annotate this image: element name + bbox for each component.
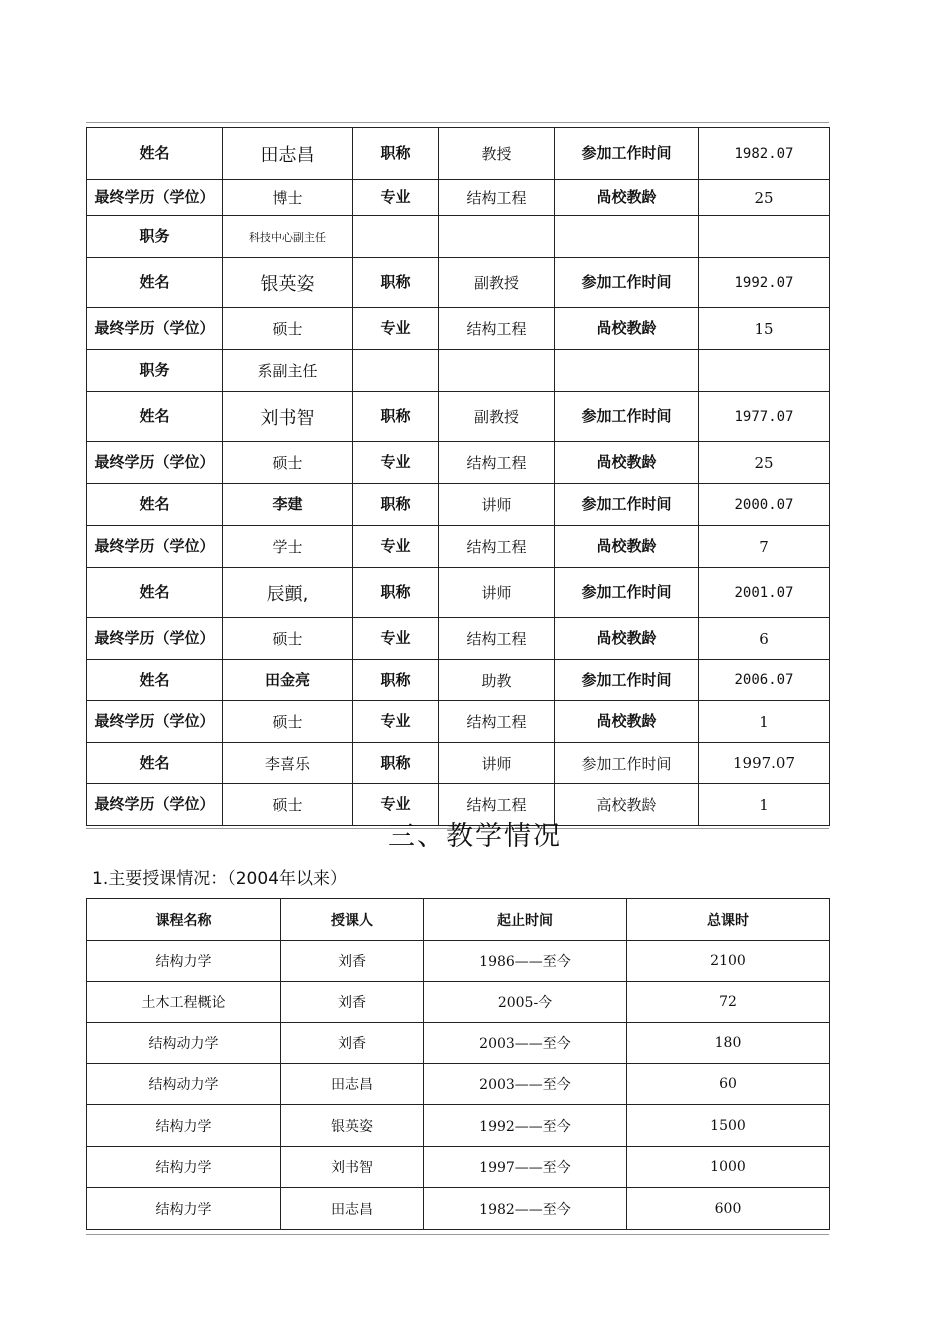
label-degree: 最终学历（学位） xyxy=(87,618,223,660)
label-start-work: 参加工作时间 xyxy=(555,484,699,526)
staff-start-work: 2000.07 xyxy=(699,484,830,526)
label-start-work: 参加工作时间 xyxy=(555,258,699,308)
header-period: 起止时间 xyxy=(424,899,627,941)
staff-row-degree xyxy=(87,618,830,660)
staff-title: 副教授 xyxy=(439,392,555,442)
staff-row-duty xyxy=(87,216,830,258)
label-title: 职称 xyxy=(353,392,439,442)
empty-cell xyxy=(353,216,439,258)
course-period: 2005-今 xyxy=(424,982,627,1023)
staff-degree: 硕士 xyxy=(223,618,353,660)
course-hours: 600 xyxy=(627,1188,830,1230)
empty-cell xyxy=(699,350,830,392)
label-name: 姓名 xyxy=(87,258,223,308)
staff-teaching-years: 1 xyxy=(699,784,830,826)
course-period: 2003——至今 xyxy=(424,1023,627,1064)
staff-row-degree xyxy=(87,701,830,743)
staff-name: 田金亮 xyxy=(223,660,353,701)
label-teaching-years: 咼校教龄 xyxy=(555,701,699,743)
sub-heading: 1.主要授课情况：（2004年以来） xyxy=(92,869,347,889)
label-major: 专业 xyxy=(353,526,439,568)
staff-degree: 硕士 xyxy=(223,784,353,826)
label-start-work: 参加工作时间 xyxy=(555,568,699,618)
staff-start-work: 2006.07 xyxy=(699,660,830,701)
label-name: 姓名 xyxy=(87,743,223,784)
staff-duty: 科技中心副主任 xyxy=(223,216,353,258)
staff-degree: 硕士 xyxy=(223,701,353,743)
header-instructor: 授课人 xyxy=(281,899,424,941)
label-degree: 最终学历（学位） xyxy=(87,784,223,826)
table-bottom-rule xyxy=(86,1234,829,1235)
table-row xyxy=(87,1023,830,1064)
empty-cell xyxy=(699,216,830,258)
course-period: 1992——至今 xyxy=(424,1105,627,1147)
staff-title: 教授 xyxy=(439,128,555,180)
staff-teaching-years: 25 xyxy=(699,180,830,216)
staff-degree: 硕士 xyxy=(223,308,353,350)
table-row xyxy=(87,1105,830,1147)
course-hours: 72 xyxy=(627,982,830,1023)
staff-row-degree xyxy=(87,180,830,216)
header-course-name: 课程名称 xyxy=(87,899,281,941)
label-major: 专业 xyxy=(353,442,439,484)
staff-name: 银英姿 xyxy=(223,258,353,308)
label-degree: 最终学历（学位） xyxy=(87,701,223,743)
label-name: 姓名 xyxy=(87,484,223,526)
label-major: 专业 xyxy=(353,618,439,660)
course-instructor: 银英姿 xyxy=(281,1105,424,1147)
label-name: 姓名 xyxy=(87,568,223,618)
label-duty: 职务 xyxy=(87,216,223,258)
table-row xyxy=(87,982,830,1023)
staff-row-name xyxy=(87,743,830,784)
staff-start-work: 1992.07 xyxy=(699,258,830,308)
label-teaching-years: 咼校教龄 xyxy=(555,442,699,484)
label-start-work: 参加工作时间 xyxy=(555,660,699,701)
label-title: 职称 xyxy=(353,128,439,180)
course-name: 结构动力学 xyxy=(87,1023,281,1064)
label-start-work: 参加工作时间 xyxy=(555,128,699,180)
label-title: 职称 xyxy=(353,568,439,618)
staff-name: 刘书智 xyxy=(223,392,353,442)
staff-teaching-years: 7 xyxy=(699,526,830,568)
staff-row-degree xyxy=(87,526,830,568)
staff-major: 结构工程 xyxy=(439,308,555,350)
label-title: 职称 xyxy=(353,743,439,784)
staff-name: 李喜乐 xyxy=(223,743,353,784)
course-hours: 60 xyxy=(627,1064,830,1105)
staff-title: 助教 xyxy=(439,660,555,701)
course-name: 结构力学 xyxy=(87,1147,281,1188)
staff-major: 结构工程 xyxy=(439,618,555,660)
course-period: 1997——至今 xyxy=(424,1147,627,1188)
course-period: 1982——至今 xyxy=(424,1188,627,1230)
staff-teaching-years: 6 xyxy=(699,618,830,660)
course-instructor: 刘书智 xyxy=(281,1147,424,1188)
label-teaching-years: 咼校教龄 xyxy=(555,180,699,216)
staff-row-name xyxy=(87,392,830,442)
staff-row-name xyxy=(87,484,830,526)
course-hours: 1500 xyxy=(627,1105,830,1147)
label-degree: 最终学历（学位） xyxy=(87,180,223,216)
staff-degree: 博士 xyxy=(223,180,353,216)
staff-title: 讲师 xyxy=(439,568,555,618)
label-title: 职称 xyxy=(353,484,439,526)
label-degree: 最终学历（学位） xyxy=(87,442,223,484)
table-row xyxy=(87,1064,830,1105)
empty-cell xyxy=(439,350,555,392)
staff-teaching-years: 1 xyxy=(699,701,830,743)
course-instructor: 刘香 xyxy=(281,941,424,982)
label-title: 职称 xyxy=(353,258,439,308)
table-row xyxy=(87,1188,830,1230)
staff-title: 副教授 xyxy=(439,258,555,308)
course-name: 结构力学 xyxy=(87,1105,281,1147)
course-period: 1986——至今 xyxy=(424,941,627,982)
label-title: 职称 xyxy=(353,660,439,701)
course-hours: 1000 xyxy=(627,1147,830,1188)
staff-start-work: 2001.07 xyxy=(699,568,830,618)
staff-row-duty xyxy=(87,350,830,392)
course-table xyxy=(86,898,830,1230)
empty-cell xyxy=(353,350,439,392)
course-instructor: 刘香 xyxy=(281,982,424,1023)
staff-row-name xyxy=(87,568,830,618)
staff-start-work: 1977.07 xyxy=(699,392,830,442)
staff-major: 结构工程 xyxy=(439,701,555,743)
course-instructor: 刘香 xyxy=(281,1023,424,1064)
label-teaching-years: 咼校教龄 xyxy=(555,526,699,568)
label-major: 专业 xyxy=(353,701,439,743)
staff-row-degree xyxy=(87,442,830,484)
staff-start-work: 1982.07 xyxy=(699,128,830,180)
label-major: 专业 xyxy=(353,308,439,350)
staff-name: 田志昌 xyxy=(223,128,353,180)
course-name: 土木工程概论 xyxy=(87,982,281,1023)
header-total-hours: 总课时 xyxy=(627,899,830,941)
course-instructor: 田志昌 xyxy=(281,1064,424,1105)
staff-row-name xyxy=(87,258,830,308)
staff-duty: 系副主任 xyxy=(223,350,353,392)
staff-row-name xyxy=(87,128,830,180)
course-period: 2003——至今 xyxy=(424,1064,627,1105)
course-name: 结构力学 xyxy=(87,941,281,982)
table-row xyxy=(87,941,830,982)
staff-degree: 硕士 xyxy=(223,442,353,484)
staff-name: 辰顫, xyxy=(223,568,353,618)
label-start-work: 参加工作时间 xyxy=(555,743,699,784)
staff-major: 结构工程 xyxy=(439,180,555,216)
empty-cell xyxy=(555,350,699,392)
course-name: 结构力学 xyxy=(87,1188,281,1230)
label-degree: 最终学历（学位） xyxy=(87,526,223,568)
staff-degree: 学士 xyxy=(223,526,353,568)
section-title: 三、教学情况 xyxy=(388,821,562,852)
label-duty: 职务 xyxy=(87,350,223,392)
course-instructor: 田志昌 xyxy=(281,1188,424,1230)
table-top-rule xyxy=(86,122,829,123)
label-degree: 最终学历（学位） xyxy=(87,308,223,350)
staff-row-degree xyxy=(87,308,830,350)
label-teaching-years: 高校教龄 xyxy=(555,784,699,826)
empty-cell xyxy=(439,216,555,258)
label-start-work: 参加工作时间 xyxy=(555,392,699,442)
course-hours: 2100 xyxy=(627,941,830,982)
table-row xyxy=(87,1147,830,1188)
course-table-header xyxy=(87,899,830,941)
label-name: 姓名 xyxy=(87,128,223,180)
staff-major: 结构工程 xyxy=(439,784,555,826)
empty-cell xyxy=(555,216,699,258)
label-teaching-years: 咼校教龄 xyxy=(555,618,699,660)
label-name: 姓名 xyxy=(87,660,223,701)
staff-teaching-years: 25 xyxy=(699,442,830,484)
staff-title: 讲师 xyxy=(439,743,555,784)
staff-row-name xyxy=(87,660,830,701)
staff-title: 讲师 xyxy=(439,484,555,526)
staff-teaching-years: 15 xyxy=(699,308,830,350)
staff-name: 李建 xyxy=(223,484,353,526)
label-teaching-years: 咼校教龄 xyxy=(555,308,699,350)
staff-start-work: 1997.07 xyxy=(699,743,830,784)
staff-table xyxy=(86,127,830,826)
label-name: 姓名 xyxy=(87,392,223,442)
label-major: 专业 xyxy=(353,180,439,216)
label-major: 专业 xyxy=(353,784,439,826)
staff-major: 结构工程 xyxy=(439,442,555,484)
course-name: 结构动力学 xyxy=(87,1064,281,1105)
course-hours: 180 xyxy=(627,1023,830,1064)
staff-major: 结构工程 xyxy=(439,526,555,568)
